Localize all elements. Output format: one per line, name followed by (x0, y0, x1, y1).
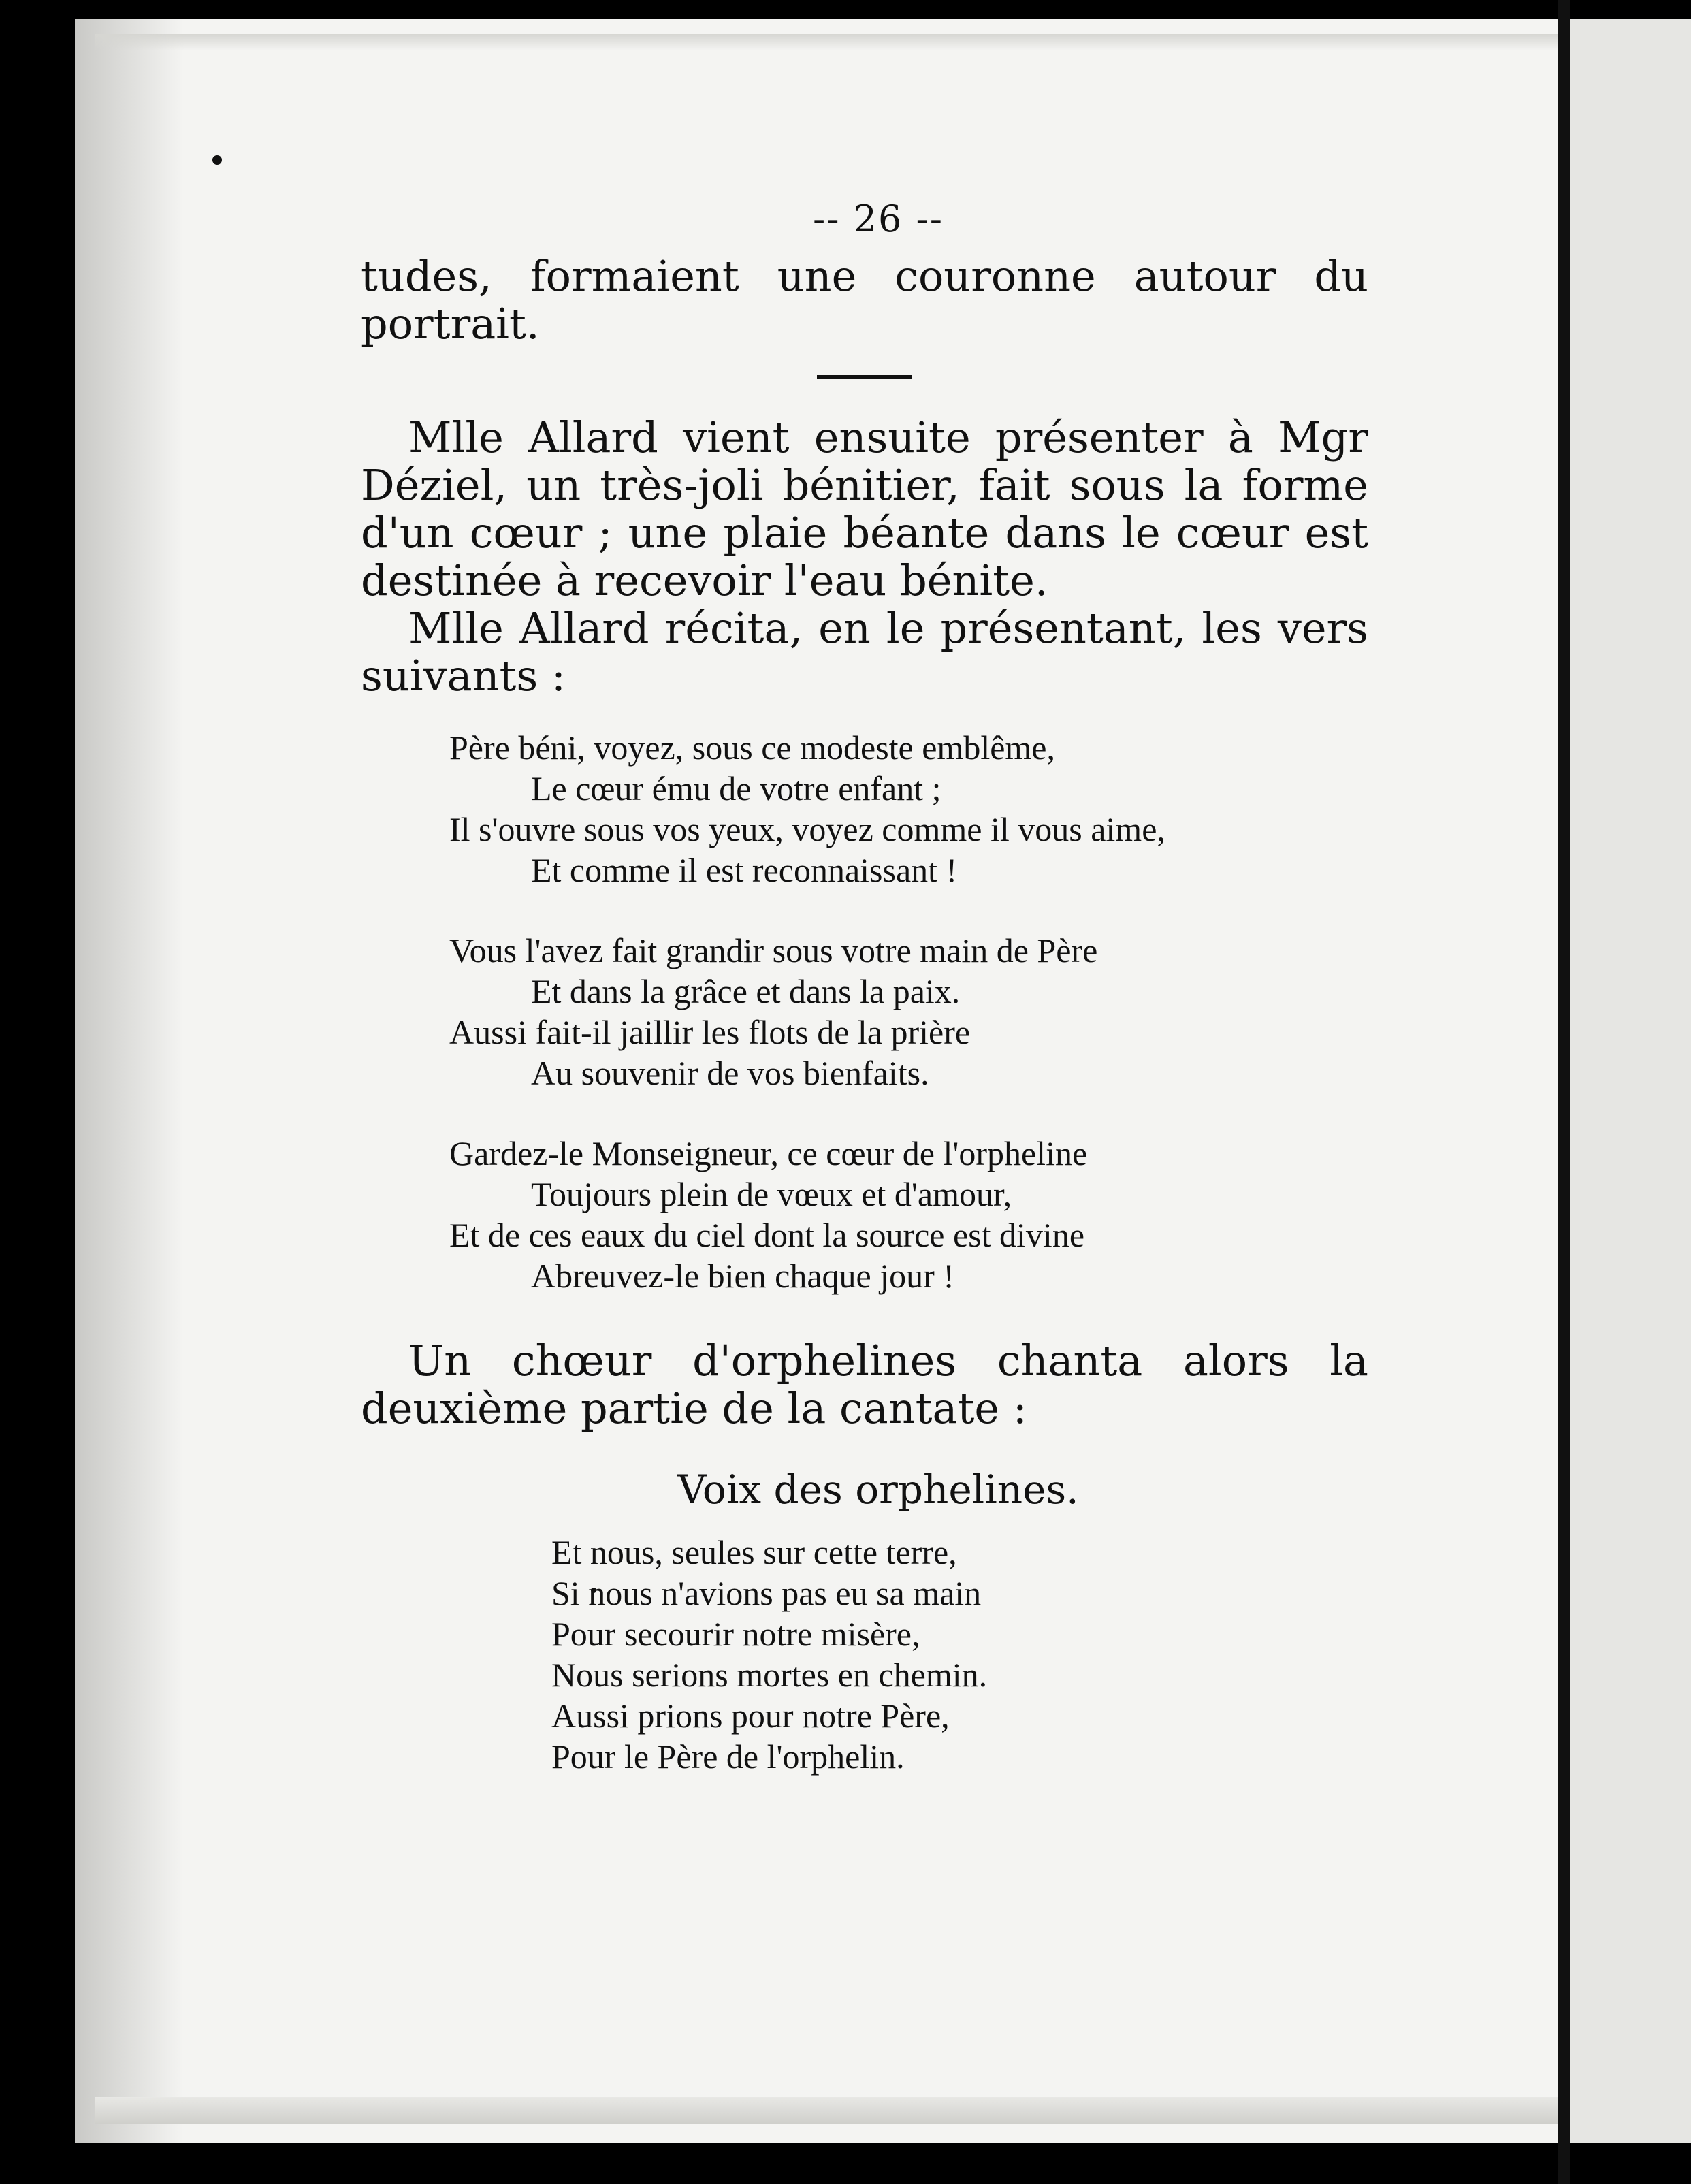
cantata-heading: Voix des orphelines. (677, 1466, 1079, 1513)
cantata-line: Pour secourir notre misère, (551, 1615, 920, 1653)
cantata-verse (551, 1532, 1368, 1777)
section-divider (817, 375, 912, 379)
poem-stanza (449, 727, 1368, 890)
cantata-line: Si nous n'avions pas eu sa main (551, 1574, 982, 1612)
cantata-line: Nous serions mortes en chemin. (551, 1656, 988, 1694)
poem-line: Père béni, voyez, sous ce modeste emblême, (449, 728, 1055, 767)
poem-line: Il s'ouvre sous vos yeux, voyez comme il vous aime, (449, 810, 1165, 848)
page-bottom-edge (95, 2097, 1559, 2124)
page-top-edge (95, 34, 1559, 50)
paragraph-recitation: Mlle Allard récita, en le présentant, les vers suivants : (361, 603, 1368, 701)
poem-line: Au souvenir de vos bienfaits. (531, 1054, 929, 1092)
poem-line: Le cœur ému de votre enfant ; (531, 769, 941, 807)
poem-stanza (449, 930, 1368, 1093)
paragraph-continuation: tudes, formaient une couronne autour du portrait. (361, 251, 1368, 349)
page-number: -- 26 -- (812, 197, 944, 240)
poem-line: Aussi fait-il jaillir les flots de la prière (449, 1013, 971, 1051)
page-text (361, 197, 1368, 1777)
poem-line: Gardez-le Monseigneur, ce cœur de l'orpheline (449, 1134, 1088, 1172)
cantata-line: Et nous, seules sur cette terre, (551, 1533, 957, 1571)
poem-line: Et dans la grâce et dans la paix. (531, 972, 961, 1010)
poem-stanza (449, 1133, 1368, 1296)
poem-line: Et comme il est reconnaissant ! (531, 851, 958, 889)
cantata-line: Aussi prions pour notre Père, (551, 1697, 950, 1735)
book-spine (1558, 0, 1570, 2184)
paragraph-benitier: Mlle Allard vient ensuite présenter à Mgr Déziel, un très-joli bénitier, fait sous la forme d'un cœur ; une plaie béante dans le cœur est destinée à recevoir l'eau bénite. (361, 413, 1368, 605)
page-gutter-shadow (75, 19, 184, 2143)
poem-line: Toujours plein de vœux et d'amour, (531, 1175, 1012, 1213)
recited-poem (361, 727, 1368, 1296)
facing-page-edge (1570, 19, 1691, 2143)
cantata-line: Pour le Père de l'orphelin. (551, 1737, 905, 1776)
ink-speck (212, 155, 222, 165)
poem-line: Et de ces eaux du ciel dont la source est divine (449, 1216, 1085, 1254)
poem-line: Abreuvez-le bien chaque jour ! (531, 1257, 954, 1295)
paragraph-choir: Un chœur d'orphelines chanta alors la deuxième partie de la cantate : (361, 1336, 1368, 1433)
poem-line: Vous l'avez fait grandir sous votre main de Père (449, 931, 1098, 969)
